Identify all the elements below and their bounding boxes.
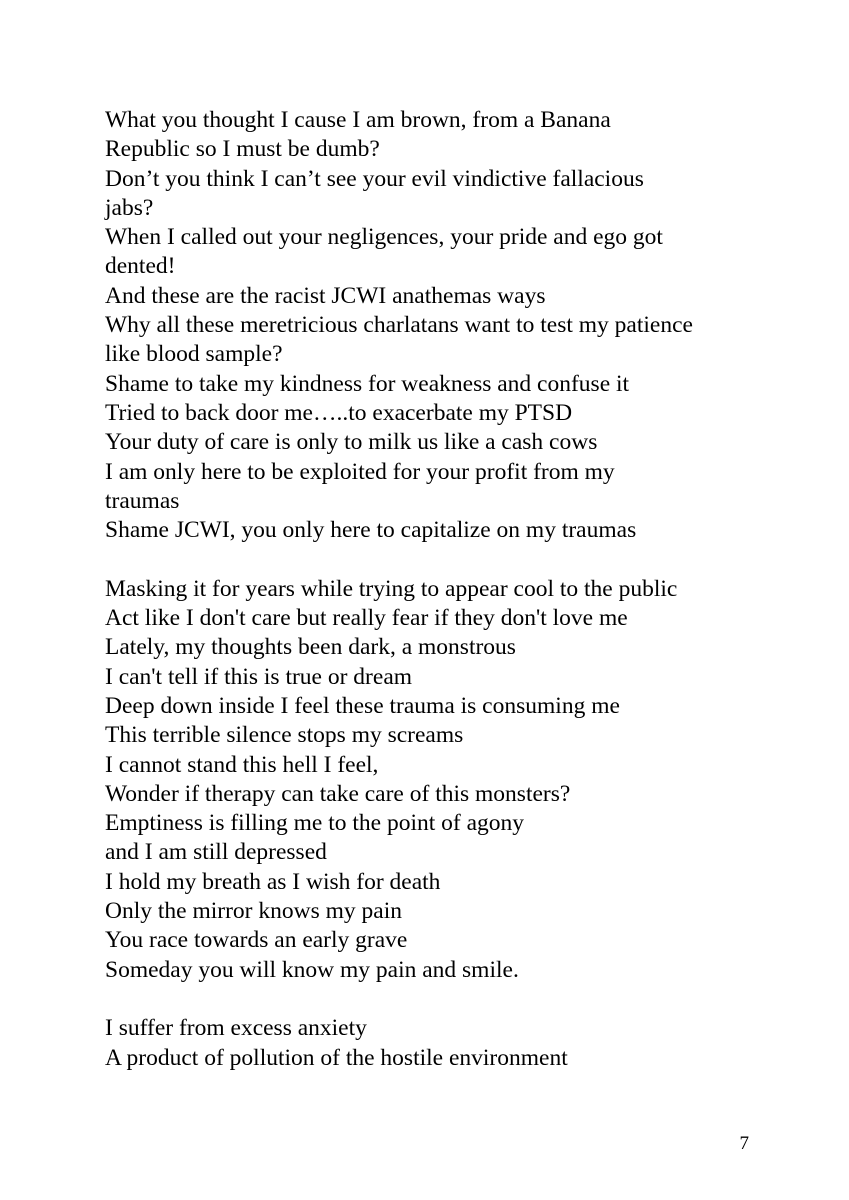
poem-line: Shame to take my kindness for weakness and confuse it [105, 370, 630, 397]
poem-line: Only the mirror knows my pain [105, 898, 402, 925]
poem-line: Deep down inside I feel these trauma is consuming me [105, 692, 620, 719]
poem-line: Masking it for years while trying to appear cool to the public [105, 575, 678, 602]
poem-line: Your duty of care is only to milk us like a cash cows [105, 429, 598, 456]
stanza [105, 106, 795, 545]
poem-line: Act like I don't care but really fear if they don't love me [105, 605, 628, 632]
poem-line: Emptiness is filling me to the point of agony [105, 810, 525, 837]
poem-line: and I am still depressed [105, 839, 327, 866]
poem-line: This terrible silence stops my screams [105, 722, 464, 749]
poem-line: You race towards an early grave [105, 927, 408, 954]
poem-line: When I called out your negligences, your pride and ego got [105, 224, 663, 251]
poem-line: jabs? [105, 194, 154, 221]
poem-line: Lately, my thoughts been dark, a monstrous [105, 634, 516, 661]
poem-line: Republic so I must be dumb? [105, 136, 380, 163]
stanza [105, 1014, 795, 1073]
poem-line: like blood sample? [105, 341, 283, 368]
page-number: 7 [739, 1133, 749, 1154]
poem-line: traumas [105, 487, 180, 514]
poem-line: Tried to back door me…..to exacerbate my PTSD [105, 399, 573, 426]
poem-line: Shame JCWI, you only here to capitalize on my traumas [105, 517, 637, 544]
poem-line: dented! [105, 253, 176, 280]
poem-line: I suffer from excess anxiety [105, 1015, 367, 1042]
poem-line: Don’t you think I can’t see your evil vindictive fallacious [105, 165, 644, 192]
poem-line: I cannot stand this hell I feel, [105, 751, 379, 778]
poem-line: A product of pollution of the hostile environment [105, 1044, 568, 1071]
poem-line: I am only here to be exploited for your profit from my [105, 458, 615, 485]
stanza [105, 575, 795, 985]
poem-line: Why all these meretricious charlatans want to test my patience [105, 312, 693, 339]
poem-line: Wonder if therapy can take care of this monsters? [105, 780, 571, 807]
poem-line: What you thought I cause I am brown, from a Banana [105, 107, 611, 133]
poem-line: I can't tell if this is true or dream [105, 663, 413, 690]
poem-line: And these are the racist JCWI anathemas ways [105, 282, 546, 309]
poem-line: I hold my breath as I wish for death [105, 868, 441, 895]
poem-body [105, 106, 795, 1102]
poem-line: Someday you will know my pain and smile. [105, 956, 519, 983]
